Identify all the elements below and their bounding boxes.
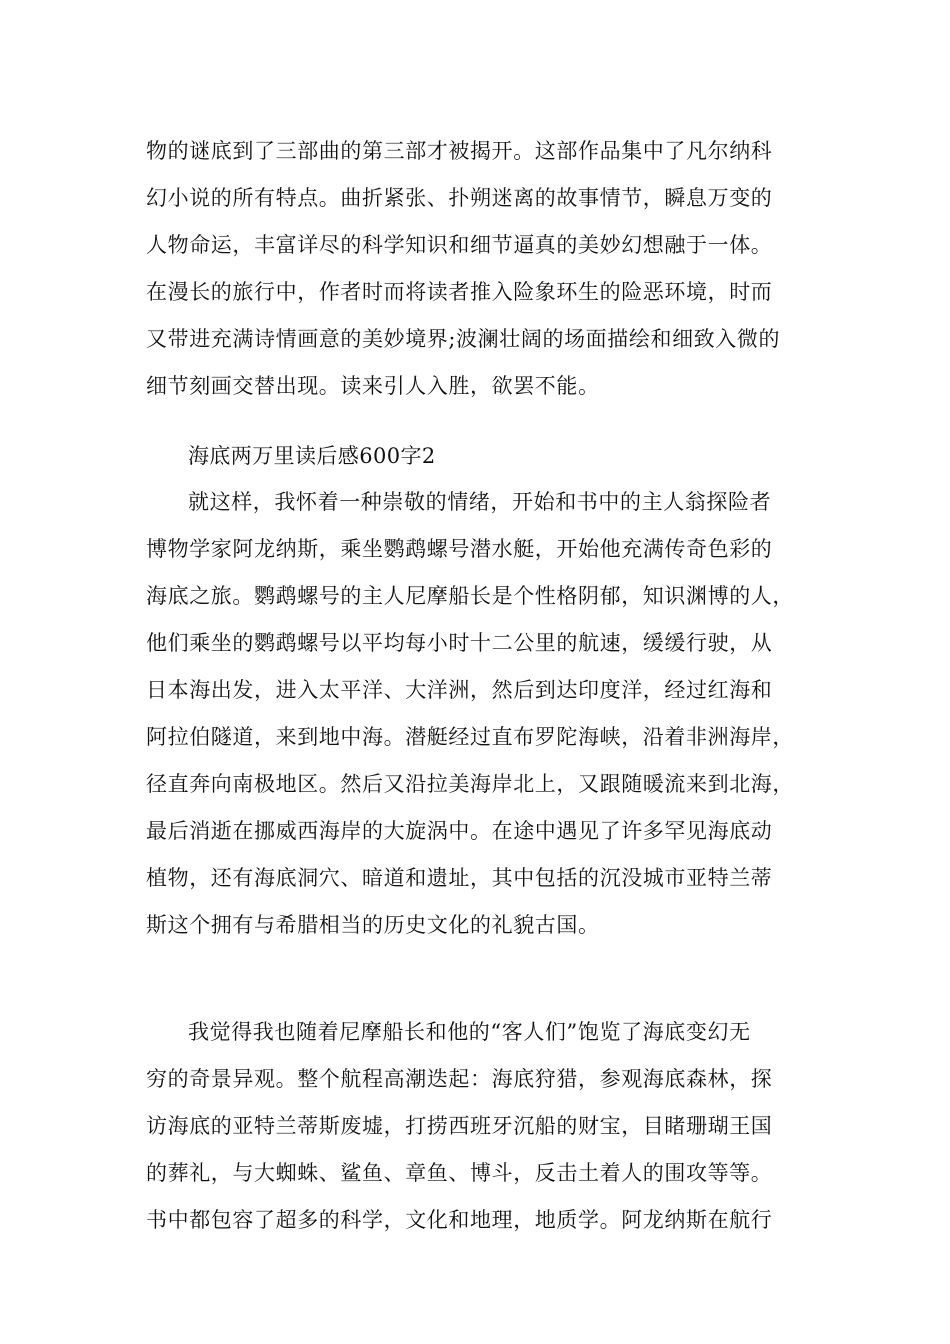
- text-line: 阿拉伯隧道，来到地中海。潜艇经过直布罗陀海峡，沿着非洲海岸，: [146, 725, 794, 749]
- text-line: 就这样，我怀着一种崇敬的情绪，开始和书中的主人翁探险者: [188, 490, 772, 514]
- paragraph-sights: [146, 1009, 814, 1244]
- text-line: 物的谜底到了三部曲的第三部才被揭开。这部作品集中了凡尔纳科: [146, 139, 773, 163]
- text-line: 径直奔向南极地区。然后又沿拉美海岸北上，又跟随暖流来到北海，: [146, 772, 794, 796]
- text-line: 在漫长的旅行中，作者时而将读者推入险象环生的险恶环境，时而: [146, 280, 773, 304]
- text-line: 海底之旅。鹦鹉螺号的主人尼摩船长是个性格阴郁，知识渊博的人，: [146, 584, 794, 608]
- paragraph-voyage: [146, 479, 814, 949]
- paragraph-continuation: [146, 128, 814, 410]
- text-line: 最后消逝在挪威西海岸的大旋涡中。在途中遇见了许多罕见海底动: [146, 819, 773, 843]
- text-line: 博物学家阿龙纳斯，乘坐鹦鹉螺号潜水艇，开始他充满传奇色彩的: [146, 537, 773, 561]
- text-line: 幻小说的所有特点。曲折紧张、扑朔迷离的故事情节，瞬息万变的: [146, 186, 773, 210]
- text-line: 我觉得我也随着尼摩船长和他的“客人们”饱览了海底变幻无: [188, 1020, 751, 1044]
- text-line: 细节刻画交替出现。读来引人入胜，欲罢不能。: [146, 374, 600, 398]
- text-line: 人物命运，丰富详尽的科学知识和细节逼真的美妙幻想融于一体。: [146, 233, 773, 257]
- text-line: 书中都包容了超多的科学，文化和地理，地质学。阿龙纳斯在航行: [146, 1208, 773, 1232]
- text-line: 他们乘坐的鹦鹉螺号以平均每小时十二公里的航速，缓缓行驶，从: [146, 631, 773, 655]
- text-line: 的葬礼，与大蜘蛛、鲨鱼、章鱼、博斗，反击土着人的围攻等等。: [146, 1161, 773, 1185]
- text-line: 植物，还有海底洞穴、暗道和遗址，其中包括的沉没城市亚特兰蒂: [146, 866, 773, 890]
- text-line: 访海底的亚特兰蒂斯废墟，打捞西班牙沉船的财宝，目睹珊瑚王国: [146, 1114, 773, 1138]
- text-line: 斯这个拥有与希腊相当的历史文化的礼貌古国。: [146, 913, 600, 937]
- section-heading: 海底两万里读后感600字2: [188, 444, 436, 468]
- text-line: 又带进充满诗情画意的美妙境界;波澜壮阔的场面描绘和细致入微的: [146, 327, 781, 351]
- text-line: 穷的奇景异观。整个航程高潮迭起：海底狩猎，参观海底森林，探: [146, 1067, 773, 1091]
- text-line: 日本海出发，进入太平洋、大洋洲，然后到达印度洋，经过红海和: [146, 678, 773, 702]
